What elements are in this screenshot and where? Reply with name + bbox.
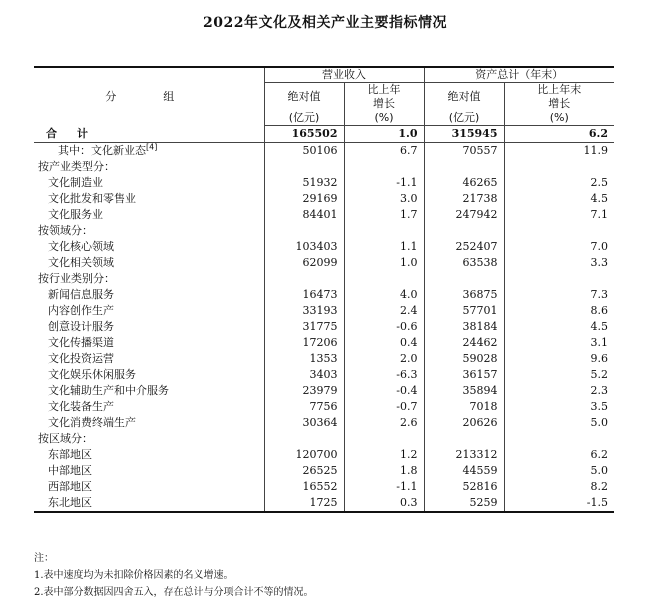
row-label: 内容创作生产 bbox=[48, 304, 114, 317]
empty-cell bbox=[424, 159, 504, 175]
revenue-growth-cell: 1.0 bbox=[344, 255, 424, 271]
assets-cell: 21738 bbox=[424, 191, 504, 207]
empty-cell bbox=[424, 271, 504, 287]
table-row bbox=[34, 255, 614, 271]
indicator-table-container bbox=[34, 66, 614, 513]
empty-cell bbox=[264, 223, 344, 239]
table-row bbox=[34, 495, 614, 512]
row-label: 文化投资运营 bbox=[48, 352, 114, 365]
total-row bbox=[34, 126, 614, 143]
assets-cell: 38184 bbox=[424, 319, 504, 335]
table-row bbox=[34, 239, 614, 255]
assets-group-header: 资产总计（年末） bbox=[424, 67, 614, 83]
revenue-cell: 7756 bbox=[264, 399, 344, 415]
revenue-yoy-header-line1: 比上年 bbox=[344, 83, 424, 98]
revenue-cell: 31775 bbox=[264, 319, 344, 335]
empty-cell bbox=[504, 159, 614, 175]
total-assets: 315945 bbox=[424, 126, 504, 143]
assets-cell: 252407 bbox=[424, 239, 504, 255]
revenue-unit-header: (亿元) bbox=[264, 111, 344, 126]
total-label: 合计 bbox=[34, 126, 264, 143]
section-heading: 按领域分： bbox=[38, 224, 93, 237]
assets-cell: 36875 bbox=[424, 287, 504, 303]
table-row bbox=[34, 479, 614, 495]
assets-cell: 7018 bbox=[424, 399, 504, 415]
row-label: 文化消费终端生产 bbox=[48, 416, 136, 429]
revenue-cell: 3403 bbox=[264, 367, 344, 383]
revenue-group-header: 营业收入 bbox=[264, 67, 424, 83]
assets-growth-cell: 6.2 bbox=[504, 447, 614, 463]
assets-cell: 213312 bbox=[424, 447, 504, 463]
revenue-cell: 30364 bbox=[264, 415, 344, 431]
table-row bbox=[34, 399, 614, 415]
revenue-growth-cell: 2.4 bbox=[344, 303, 424, 319]
assets-cell: 247942 bbox=[424, 207, 504, 223]
total-assets-growth: 6.2 bbox=[504, 126, 614, 143]
revenue-cell: 103403 bbox=[264, 239, 344, 255]
table-row bbox=[34, 383, 614, 399]
new-forms-revenue: 50106 bbox=[264, 143, 344, 160]
assets-cell: 36157 bbox=[424, 367, 504, 383]
row-label: 文化制造业 bbox=[48, 176, 103, 189]
header-row-1 bbox=[34, 67, 614, 83]
section-heading: 按行业类别分： bbox=[38, 272, 115, 285]
assets-growth-cell: 8.2 bbox=[504, 479, 614, 495]
table-row bbox=[34, 287, 614, 303]
assets-yoy-header-line2: 增长 bbox=[504, 97, 614, 111]
assets-cell: 35894 bbox=[424, 383, 504, 399]
assets-growth-cell: 8.6 bbox=[504, 303, 614, 319]
assets-growth-cell: 4.5 bbox=[504, 191, 614, 207]
notes bbox=[34, 550, 614, 601]
revenue-cell: 16473 bbox=[264, 287, 344, 303]
assets-growth-cell: 3.1 bbox=[504, 335, 614, 351]
assets-pct-header: (%) bbox=[504, 111, 614, 126]
revenue-growth-cell: 0.3 bbox=[344, 495, 424, 512]
new-forms-assets-growth: 11.9 bbox=[504, 143, 614, 160]
revenue-cell: 51932 bbox=[264, 175, 344, 191]
table-row bbox=[34, 367, 614, 383]
section-heading-row bbox=[34, 223, 614, 239]
revenue-cell: 84401 bbox=[264, 207, 344, 223]
new-forms-revenue-growth: 6.7 bbox=[344, 143, 424, 160]
assets-cell: 59028 bbox=[424, 351, 504, 367]
section-heading-row bbox=[34, 431, 614, 447]
table-row bbox=[34, 319, 614, 335]
assets-cell: 46265 bbox=[424, 175, 504, 191]
section-heading: 按产业类型分： bbox=[38, 160, 115, 173]
empty-cell bbox=[264, 431, 344, 447]
row-label: 文化装备生产 bbox=[48, 400, 114, 413]
revenue-growth-cell: 2.0 bbox=[344, 351, 424, 367]
notes-label: 注： bbox=[34, 553, 54, 564]
new-forms-assets: 70557 bbox=[424, 143, 504, 160]
table-row bbox=[34, 303, 614, 319]
revenue-growth-cell: -1.1 bbox=[344, 175, 424, 191]
assets-unit-header: (亿元) bbox=[424, 111, 504, 126]
assets-growth-cell: 7.0 bbox=[504, 239, 614, 255]
total-revenue-growth: 1.0 bbox=[344, 126, 424, 143]
table-row bbox=[34, 207, 614, 223]
note-item: 2.表中部分数据因四舍五入，存在总计与分项合计不等的情况。 bbox=[34, 587, 314, 598]
table-row bbox=[34, 335, 614, 351]
table-row bbox=[34, 351, 614, 367]
assets-cell: 20626 bbox=[424, 415, 504, 431]
table-body bbox=[34, 67, 614, 512]
revenue-cell: 33193 bbox=[264, 303, 344, 319]
page-title: 2022年文化及相关产业主要指标情况 bbox=[203, 15, 447, 31]
assets-growth-cell: 3.3 bbox=[504, 255, 614, 271]
new-forms-label: 其中：文化新业态 bbox=[58, 144, 146, 157]
row-label: 东北地区 bbox=[34, 495, 264, 512]
note-item: 1.表中速度均为未扣除价格因素的名义增速。 bbox=[34, 570, 234, 581]
revenue-yoy-header-line2: 增长 bbox=[344, 97, 424, 111]
table-row bbox=[34, 447, 614, 463]
section-heading: 按区域分： bbox=[38, 432, 93, 445]
assets-growth-cell: 7.3 bbox=[504, 287, 614, 303]
revenue-growth-cell: -6.3 bbox=[344, 367, 424, 383]
empty-cell bbox=[264, 159, 344, 175]
assets-cell: 24462 bbox=[424, 335, 504, 351]
revenue-cell: 17206 bbox=[264, 335, 344, 351]
revenue-growth-cell: 1.8 bbox=[344, 463, 424, 479]
assets-growth-cell: 2.5 bbox=[504, 175, 614, 191]
assets-cell: 57701 bbox=[424, 303, 504, 319]
assets-abs-header: 绝对值 bbox=[424, 83, 504, 112]
row-label: 文化服务业 bbox=[48, 208, 103, 221]
revenue-cell: 29169 bbox=[264, 191, 344, 207]
row-label: 东部地区 bbox=[48, 448, 92, 461]
assets-growth-cell: 5.2 bbox=[504, 367, 614, 383]
empty-cell bbox=[344, 271, 424, 287]
empty-cell bbox=[344, 223, 424, 239]
revenue-growth-cell: 0.4 bbox=[344, 335, 424, 351]
revenue-growth-cell: 1.2 bbox=[344, 447, 424, 463]
table-row bbox=[34, 463, 614, 479]
revenue-cell: 62099 bbox=[264, 255, 344, 271]
revenue-abs-header: 绝对值 bbox=[264, 83, 344, 112]
table-row bbox=[34, 191, 614, 207]
revenue-growth-cell: 1.1 bbox=[344, 239, 424, 255]
assets-growth-cell: 2.3 bbox=[504, 383, 614, 399]
row-label: 文化核心领域 bbox=[48, 240, 114, 253]
assets-growth-cell: 4.5 bbox=[504, 319, 614, 335]
revenue-growth-cell: -0.4 bbox=[344, 383, 424, 399]
row-label: 文化相关领域 bbox=[48, 256, 114, 269]
assets-growth-cell: 3.5 bbox=[504, 399, 614, 415]
empty-cell bbox=[424, 431, 504, 447]
row-label: 新闻信息服务 bbox=[48, 288, 114, 301]
revenue-cell: 1725 bbox=[264, 495, 344, 512]
revenue-growth-cell: -0.6 bbox=[344, 319, 424, 335]
new-forms-label-cell bbox=[34, 143, 264, 160]
assets-cell: 52816 bbox=[424, 479, 504, 495]
empty-cell bbox=[504, 431, 614, 447]
revenue-growth-cell: 2.6 bbox=[344, 415, 424, 431]
revenue-cell: 26525 bbox=[264, 463, 344, 479]
revenue-cell: 23979 bbox=[264, 383, 344, 399]
row-label: 文化辅助生产和中介服务 bbox=[48, 384, 169, 397]
row-label: 西部地区 bbox=[48, 480, 92, 493]
total-revenue: 165502 bbox=[264, 126, 344, 143]
revenue-growth-cell: 1.7 bbox=[344, 207, 424, 223]
indicator-table bbox=[34, 66, 614, 513]
revenue-cell: 16552 bbox=[264, 479, 344, 495]
revenue-growth-cell: 4.0 bbox=[344, 287, 424, 303]
section-heading-row bbox=[34, 271, 614, 287]
section-heading-row bbox=[34, 159, 614, 175]
revenue-cell: 120700 bbox=[264, 447, 344, 463]
revenue-growth-cell: -1.1 bbox=[344, 479, 424, 495]
empty-cell bbox=[504, 271, 614, 287]
revenue-cell: 1353 bbox=[264, 351, 344, 367]
row-label: 创意设计服务 bbox=[48, 320, 114, 333]
assets-yoy-header-line1: 比上年末 bbox=[504, 83, 614, 98]
revenue-growth-cell: 3.0 bbox=[344, 191, 424, 207]
assets-growth-cell: 5.0 bbox=[504, 415, 614, 431]
empty-cell bbox=[424, 223, 504, 239]
footnote-ref: [4] bbox=[146, 142, 158, 152]
assets-growth-cell: 7.1 bbox=[504, 207, 614, 223]
empty-cell bbox=[504, 223, 614, 239]
assets-cell: 5259 bbox=[424, 495, 504, 512]
empty-cell bbox=[344, 431, 424, 447]
revenue-growth-cell: -0.7 bbox=[344, 399, 424, 415]
new-forms-row bbox=[34, 143, 614, 160]
revenue-pct-header: (%) bbox=[344, 111, 424, 126]
empty-cell bbox=[344, 159, 424, 175]
row-label: 文化批发和零售业 bbox=[48, 192, 136, 205]
assets-cell: 63538 bbox=[424, 255, 504, 271]
assets-growth-cell: 9.6 bbox=[504, 351, 614, 367]
table-row bbox=[34, 175, 614, 191]
empty-cell bbox=[264, 271, 344, 287]
row-label: 中部地区 bbox=[48, 464, 92, 477]
assets-growth-cell: 5.0 bbox=[504, 463, 614, 479]
row-label: 文化传播渠道 bbox=[48, 336, 114, 349]
row-label: 文化娱乐休闲服务 bbox=[48, 368, 136, 381]
assets-cell: 44559 bbox=[424, 463, 504, 479]
group-column-header: 分 组 bbox=[34, 67, 264, 126]
assets-growth-cell: -1.5 bbox=[504, 495, 614, 512]
table-row bbox=[34, 415, 614, 431]
